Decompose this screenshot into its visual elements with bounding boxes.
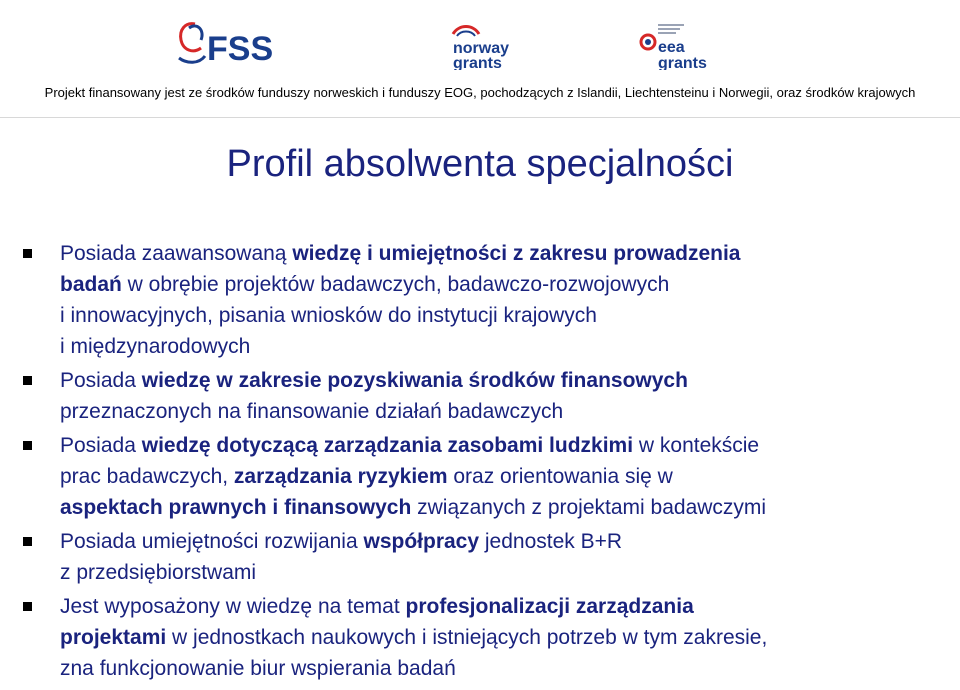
eea-grants-logo (638, 18, 718, 70)
bullet-item (20, 365, 950, 427)
text: i międzynarodowych (60, 335, 251, 358)
norway-logo-line1: norway (453, 40, 510, 57)
bullet-item (20, 526, 950, 588)
bold-text: projektami (60, 626, 167, 649)
text: oraz orientowania się w (447, 465, 673, 488)
bullet-line (60, 365, 950, 396)
bullet-item (20, 238, 950, 362)
bullet-item (20, 591, 950, 684)
text: prac badawczych, (60, 465, 234, 488)
bullet-square-icon (23, 537, 32, 546)
bold-text: wiedzę dotyczącą zarządzania zasobami ludzkimi (141, 434, 634, 457)
text: z przedsiębiorstwami (60, 561, 257, 584)
eea-logo-line2: grants (658, 55, 707, 70)
bullet-line (60, 557, 950, 588)
bullet-square-icon (23, 602, 32, 611)
text: związanych z projektami badawczymi (411, 496, 767, 519)
bullet-line (60, 591, 950, 622)
bullet-line (60, 526, 950, 557)
page-title: Profil absolwenta specjalności (226, 143, 734, 185)
norway-grants-logo (447, 20, 527, 70)
text: w kontekście (633, 434, 760, 457)
text: w obrębie projektów badawczych, badawczo-rozwojowych (121, 273, 670, 296)
bullet-line (60, 430, 950, 461)
header-divider (0, 117, 960, 118)
text: zna funkcjonowanie biur wspierania badań (60, 657, 456, 680)
bullet-line (60, 461, 950, 492)
text: w jednostkach naukowych i istniejących potrzeb w tym zakresie, (166, 626, 768, 649)
bullet-line (60, 396, 950, 427)
bullet-line (60, 622, 950, 653)
fss-logo-text: FSS (207, 30, 274, 68)
bullet-square-icon (23, 441, 32, 450)
bullet-line (60, 269, 950, 300)
bullet-line (60, 331, 950, 362)
bold-text: współpracy (363, 530, 480, 553)
text: Posiada (60, 369, 142, 392)
bullet-line (60, 238, 950, 269)
norway-logo-line2: grants (453, 55, 502, 70)
bold-text: aspektach prawnych i finansowych (60, 496, 412, 519)
text: Jest wyposażony w wiedzę na temat (60, 595, 406, 618)
bold-text: profesjonalizacji zarządzania (405, 595, 694, 618)
bullet-line (60, 492, 950, 523)
bold-text: badań (60, 273, 122, 296)
funding-note: Projekt finansowany jest ze środków funduszy norweskich i funduszy EOG, pochodzących z Islandii, Liechtensteinu i Norwegii, oraz środków krajowych (44, 85, 916, 100)
text: Posiada umiejętności rozwijania (60, 530, 364, 553)
text: i innowacyjnych, pisania wniosków do instytucji krajowych (60, 304, 597, 327)
bold-text: wiedzę w zakresie pozyskiwania środków finansowych (141, 369, 688, 392)
fss-logo (175, 18, 275, 68)
bullet-list (20, 238, 950, 684)
text: Posiada zaawansowaną (60, 242, 293, 265)
bullet-line (60, 300, 950, 331)
bullet-square-icon (23, 249, 32, 258)
eea-logo-line1: eea (658, 39, 685, 56)
bullet-item (20, 430, 950, 523)
bold-text: wiedzę i umiejętności z zakresu prowadzenia (292, 242, 741, 265)
text: jednostek B+R (479, 530, 623, 553)
bullet-square-icon (23, 376, 32, 385)
bold-text: zarządzania ryzykiem (233, 465, 448, 488)
text: Posiada (60, 434, 142, 457)
text: przeznaczonych na finansowanie działań badawczych (60, 400, 564, 423)
bullet-line (60, 653, 950, 684)
